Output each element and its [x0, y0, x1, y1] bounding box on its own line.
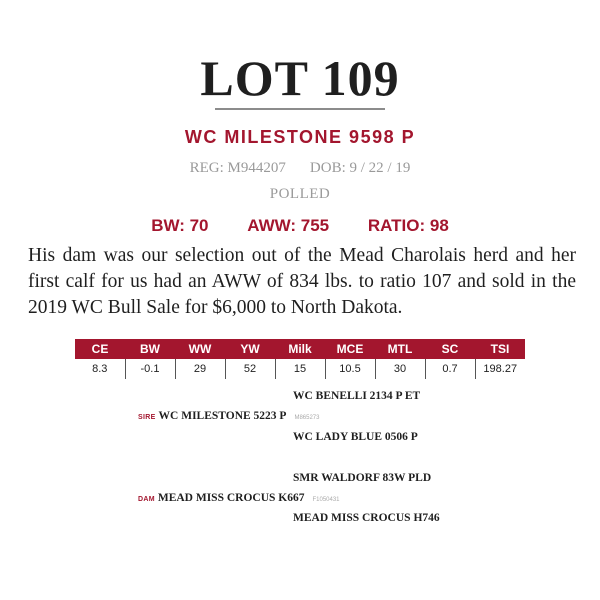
polled-label: POLLED	[269, 186, 331, 202]
sire-name: WC MILESTONE 5223 P	[158, 410, 287, 422]
pedigree-dam-dam: MEAD MISS CROCUS H746	[293, 512, 440, 524]
epd-value-bw: -0.1	[125, 359, 175, 379]
epd-header-mce: MCE	[325, 339, 375, 359]
epd-header-ce: CE	[75, 339, 125, 359]
pedigree-sire-dam: WC LADY BLUE 0506 P	[293, 431, 418, 443]
pedigree-dam	[138, 492, 340, 504]
dam-name: MEAD MISS CROCUS K667	[157, 492, 305, 504]
title-divider	[215, 108, 385, 110]
animal-name: WC MILESTONE 9598 P	[184, 127, 416, 147]
pedigree-dam-sire: SMR WALDORF 83W PLD	[293, 472, 432, 484]
epd-table	[75, 339, 525, 379]
epd-value-mce: 10.5	[325, 359, 375, 379]
epd-value-ce: 8.3	[92, 363, 108, 375]
sire-tag: SIRE	[138, 414, 156, 421]
adjusted-weaning-weight: AWW: 755	[247, 216, 330, 235]
epd-value-sc: 0.7	[425, 359, 475, 379]
epd-value-mtl: 30	[375, 359, 425, 379]
stats-line	[0, 216, 600, 236]
lot-title: LOT 109	[200, 50, 400, 106]
pedigree-sire	[138, 410, 319, 422]
epd-header-bw: BW	[125, 339, 175, 359]
epd-value-row	[75, 359, 525, 379]
epd-header-sc: SC	[425, 339, 475, 359]
epd-header-tsi: TSI	[475, 339, 525, 359]
date-of-birth: DOB: 9 / 22 / 19	[309, 160, 411, 176]
epd-value-milk: 15	[275, 359, 325, 379]
dam-registration: F1050431	[312, 497, 340, 503]
epd-header-row	[75, 339, 525, 359]
registration-number: REG: M944207	[189, 160, 286, 176]
epd-header-yw: YW	[225, 339, 275, 359]
epd-header-ww: WW	[175, 339, 225, 359]
pedigree-sire-sire: WC BENELLI 2134 P ET	[293, 390, 421, 402]
sire-registration: M865273	[294, 415, 320, 421]
ratio: RATIO: 98	[367, 216, 449, 235]
epd-value-tsi: 198.27	[475, 359, 525, 379]
epd-header-milk: Milk	[275, 339, 325, 359]
registration-line	[0, 160, 600, 177]
birth-weight: BW: 70	[151, 216, 209, 235]
epd-value-ww: 29	[175, 359, 225, 379]
epd-value-yw: 52	[225, 359, 275, 379]
dam-tag: DAM	[138, 496, 155, 503]
epd-header-mtl: MTL	[375, 339, 425, 359]
lot-description: His dam was our selection out of the Mead Charolais herd and her first calf for us had an AWW of 834 lbs. to ratio 107 and sold in the 2019 WC Bull Sale for $6,000 to North Dakota.	[28, 245, 576, 318]
